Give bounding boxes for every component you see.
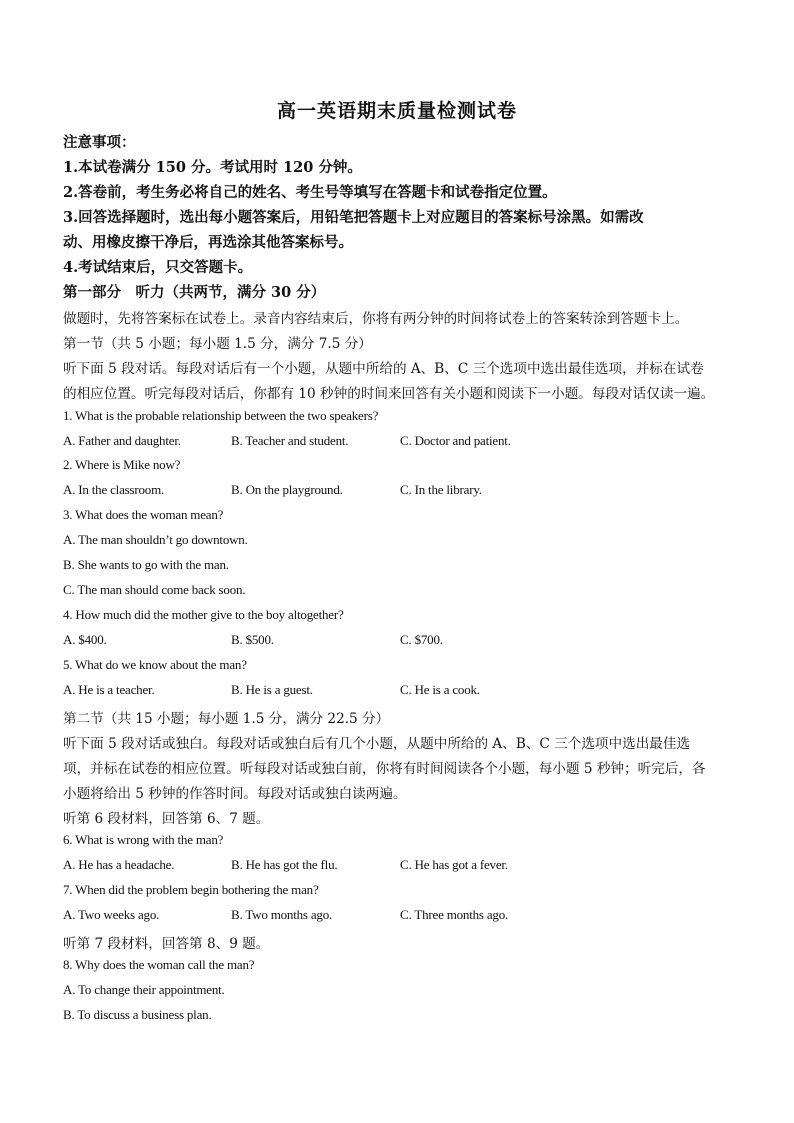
section1-directions: 听下面 5 段对话。每段对话后有一个小题，从题中所给的 A、B、C 三个选项中选出最佳选项，并标在试卷 <box>63 361 704 377</box>
question-6: 6. What is wrong with the man? <box>63 832 224 847</box>
part1-heading: 第一部分 听力（共两节，满分 30 分） <box>63 284 326 301</box>
option-a: A. Father and daughter. <box>63 433 181 448</box>
option-c: C. He has got a fever. <box>400 857 508 872</box>
option-b: B. $500. <box>231 632 274 647</box>
section2-directions: 听下面 5 段对话或独白。每段对话或独白后有几个小题，从题中所给的 A、B、C 三个选项中选出最佳选 <box>63 736 691 752</box>
option-b: B. He has got the flu. <box>231 857 338 872</box>
option-c: C. The man should come back soon. <box>63 582 246 597</box>
option-c: C. Doctor and patient. <box>400 433 511 448</box>
question-7: 7. When did the problem begin bothering the man? <box>63 882 319 897</box>
question-8: 8. Why does the woman call the man? <box>63 957 255 972</box>
option-a: A. To change their appointment. <box>63 982 225 997</box>
section1-heading: 第一节（共 5 小题；每小题 1.5 分，满分 7.5 分） <box>63 336 372 352</box>
question-5: 5. What do we know about the man? <box>63 657 247 672</box>
notice-item: 3.回答选择题时，选出每小题答案后，用铅笔把答题卡上对应题目的答案标号涂黑。如需改 <box>63 209 644 226</box>
question-4: 4. How much did the mother give to the boy altogether? <box>63 607 344 622</box>
part1-intro: 做题时，先将答案标在试卷上。录音内容结束后，你将有两分钟的时间将试卷上的答案转涂到答题卡上。 <box>63 311 689 327</box>
section1-directions: 的相应位置。听完每段对话后，你都有 10 秒钟的时间来回答有关小题和阅读下一小题。每段对话仅读一遍。 <box>63 386 715 402</box>
option-a: A. He has a headache. <box>63 857 175 872</box>
option-a: A. Two weeks ago. <box>63 907 160 922</box>
notice-heading: 注意事项： <box>63 134 136 151</box>
option-c: C. In the library. <box>400 482 482 497</box>
option-b: B. He is a guest. <box>231 682 313 697</box>
option-a: A. He is a teacher. <box>63 682 155 697</box>
option-c: C. He is a cook. <box>400 682 480 697</box>
section2-directions: 小题将给出 5 秒钟的作答时间。每段对话或独白读两遍。 <box>63 786 407 802</box>
option-a: A. $400. <box>63 632 107 647</box>
option-b: B. She wants to go with the man. <box>63 557 229 572</box>
question-2: 2. Where is Mike now? <box>63 457 181 472</box>
option-b: B. Two months ago. <box>231 907 333 922</box>
material-7-note: 听第 7 段材料，回答第 8、9 题。 <box>63 936 270 952</box>
section2-heading: 第二节（共 15 小题；每小题 1.5 分，满分 22.5 分） <box>63 711 390 727</box>
notice-item: 4.考试结束后，只交答题卡。 <box>63 259 253 276</box>
question-1: 1. What is the probable relationship between the two speakers? <box>63 408 379 423</box>
notice-item: 1.本试卷满分 150 分。考试用时 120 分钟。 <box>63 159 362 176</box>
exam-title: 高一英语期末质量检测试卷 <box>276 100 517 122</box>
notice-item: 2.答卷前，考生务必将自己的姓名、考生号等填写在答题卡和试卷指定位置。 <box>63 184 557 201</box>
option-c: C. $700. <box>400 632 443 647</box>
option-b: B. Teacher and student. <box>231 433 349 448</box>
question-3: 3. What does the woman mean? <box>63 507 224 522</box>
section2-directions: 项，并标在试卷的相应位置。听每段对话或独白前，你将有时间阅读各个小题，每小题 5 秒钟；听完后，各 <box>63 761 706 777</box>
option-b: B. To discuss a business plan. <box>63 1007 212 1022</box>
option-a: A. The man shouldn’t go downtown. <box>63 532 248 547</box>
option-b: B. On the playground. <box>231 482 343 497</box>
material-6-note: 听第 6 段材料，回答第 6、7 题。 <box>63 811 270 827</box>
option-c: C. Three months ago. <box>400 907 509 922</box>
option-a: A. In the classroom. <box>63 482 165 497</box>
notice-item: 动、用橡皮擦干净后，再选涂其他答案标号。 <box>63 234 353 251</box>
